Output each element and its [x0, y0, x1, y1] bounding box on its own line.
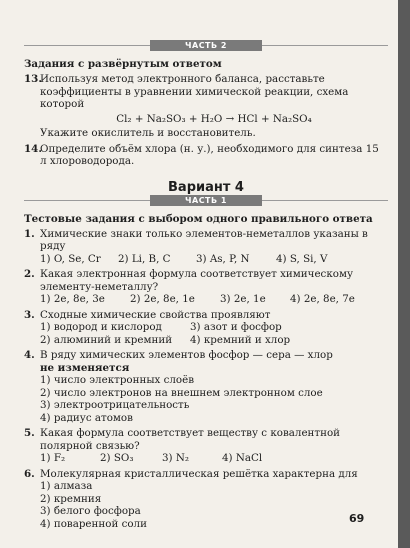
option: 2) Li, B, C: [118, 252, 171, 265]
task-13-formula: Cl₂ + Na₂SO₃ + H₂O → HCl + Na₂SO₄: [116, 112, 312, 125]
task-13: [24, 73, 388, 140]
question-3-text: Сходные химические свойства проявляют: [40, 308, 271, 321]
part2-divider: [24, 40, 388, 52]
option: 3) 2e, 1e: [220, 293, 266, 305]
task-13-number: 13.: [24, 73, 42, 85]
question-2-text: Какая электронная формула соответствует химическому элементу-неметаллу?: [40, 268, 354, 293]
option: 3) азот и фосфор: [190, 321, 282, 333]
question-4-number: 4.: [24, 349, 35, 361]
option: 1) 2e, 8e, 3e: [40, 293, 105, 305]
part2-heading: Задания с развёрнутым ответом: [24, 58, 222, 70]
option: 2) алюминий и кремний: [40, 333, 173, 346]
option: 4) S, Si, V: [276, 252, 328, 265]
question-6-text: Молекулярная кристаллическая решётка характерна для: [40, 467, 358, 480]
option: 4) поваренной соли: [40, 517, 147, 530]
option: 1) число электронных слоёв: [40, 374, 195, 386]
option: 4) NaCl: [222, 452, 263, 464]
task-13-text: Используя метод электронного баланса, расставьте коэффициенты в уравнении химической реакции, схема которой: [40, 73, 349, 110]
question-2-number: 2.: [24, 268, 35, 280]
question-1-text: Химические знаки только элементов-неметаллов указаны в ряду: [40, 227, 368, 252]
option: 2) 2e, 8e, 1e: [130, 293, 195, 305]
task-14-text: Определите объём хлора (н. у.), необходимого для синтеза 15 л хлороводорода.: [40, 142, 379, 167]
question-5: [24, 427, 388, 465]
option: 3) белого фосфора: [40, 505, 141, 517]
question-6-number: 6.: [24, 467, 35, 480]
option: 3) электроотрицательность: [40, 399, 190, 411]
question-5-text: Какая формула соответствует веществу с ковалентной полярной связью?: [40, 427, 341, 452]
part1-heading: Тестовые задания с выбором одного правильного ответа: [24, 212, 373, 225]
option: 1) O, Se, Cr: [40, 252, 101, 265]
task-14: [24, 143, 388, 168]
task-13-tail: Укажите окислитель и восстановитель.: [40, 127, 256, 139]
page-edge-shadow: [398, 0, 410, 548]
question-2: [24, 268, 388, 306]
task-14-number: 14.: [24, 142, 42, 155]
question-3-options: [40, 321, 388, 346]
option: 2) SO₃: [100, 452, 134, 464]
question-4: [24, 349, 388, 424]
question-2-options: [40, 293, 388, 306]
page-number: 69: [349, 512, 365, 525]
question-1-number: 1.: [24, 227, 35, 240]
variant-title: Вариант 4: [168, 179, 244, 195]
option: 1) F₂: [40, 452, 66, 464]
option: 4) радиус атомов: [40, 411, 133, 424]
option: 3) N₂: [162, 452, 189, 464]
question-1: [24, 228, 388, 266]
question-4-emphasis: не изменяется: [40, 361, 130, 374]
option: 4) кремний и хлор: [190, 333, 291, 346]
option: 1) водород и кислород: [40, 321, 162, 333]
option: 2) кремния: [40, 492, 102, 505]
question-4-text: В ряду химических элементов фосфор — сера — хлор: [40, 349, 333, 361]
question-1-options: [40, 253, 388, 266]
page-content: [24, 40, 388, 530]
question-3-number: 3.: [24, 308, 35, 321]
question-5-options: [40, 452, 388, 465]
part1-label: ЧАСТЬ 1: [150, 195, 262, 206]
option: 2) число электронов на внешнем электронном слое: [40, 386, 323, 399]
question-3: [24, 309, 388, 347]
part1-divider: [24, 195, 388, 207]
question-5-number: 5.: [24, 427, 35, 439]
part2-label: ЧАСТЬ 2: [150, 40, 262, 51]
option: 3) As, P, N: [196, 252, 250, 265]
option: 4) 2e, 8e, 7e: [290, 293, 355, 305]
option: 1) алмаза: [40, 480, 93, 492]
question-6: [24, 468, 388, 531]
